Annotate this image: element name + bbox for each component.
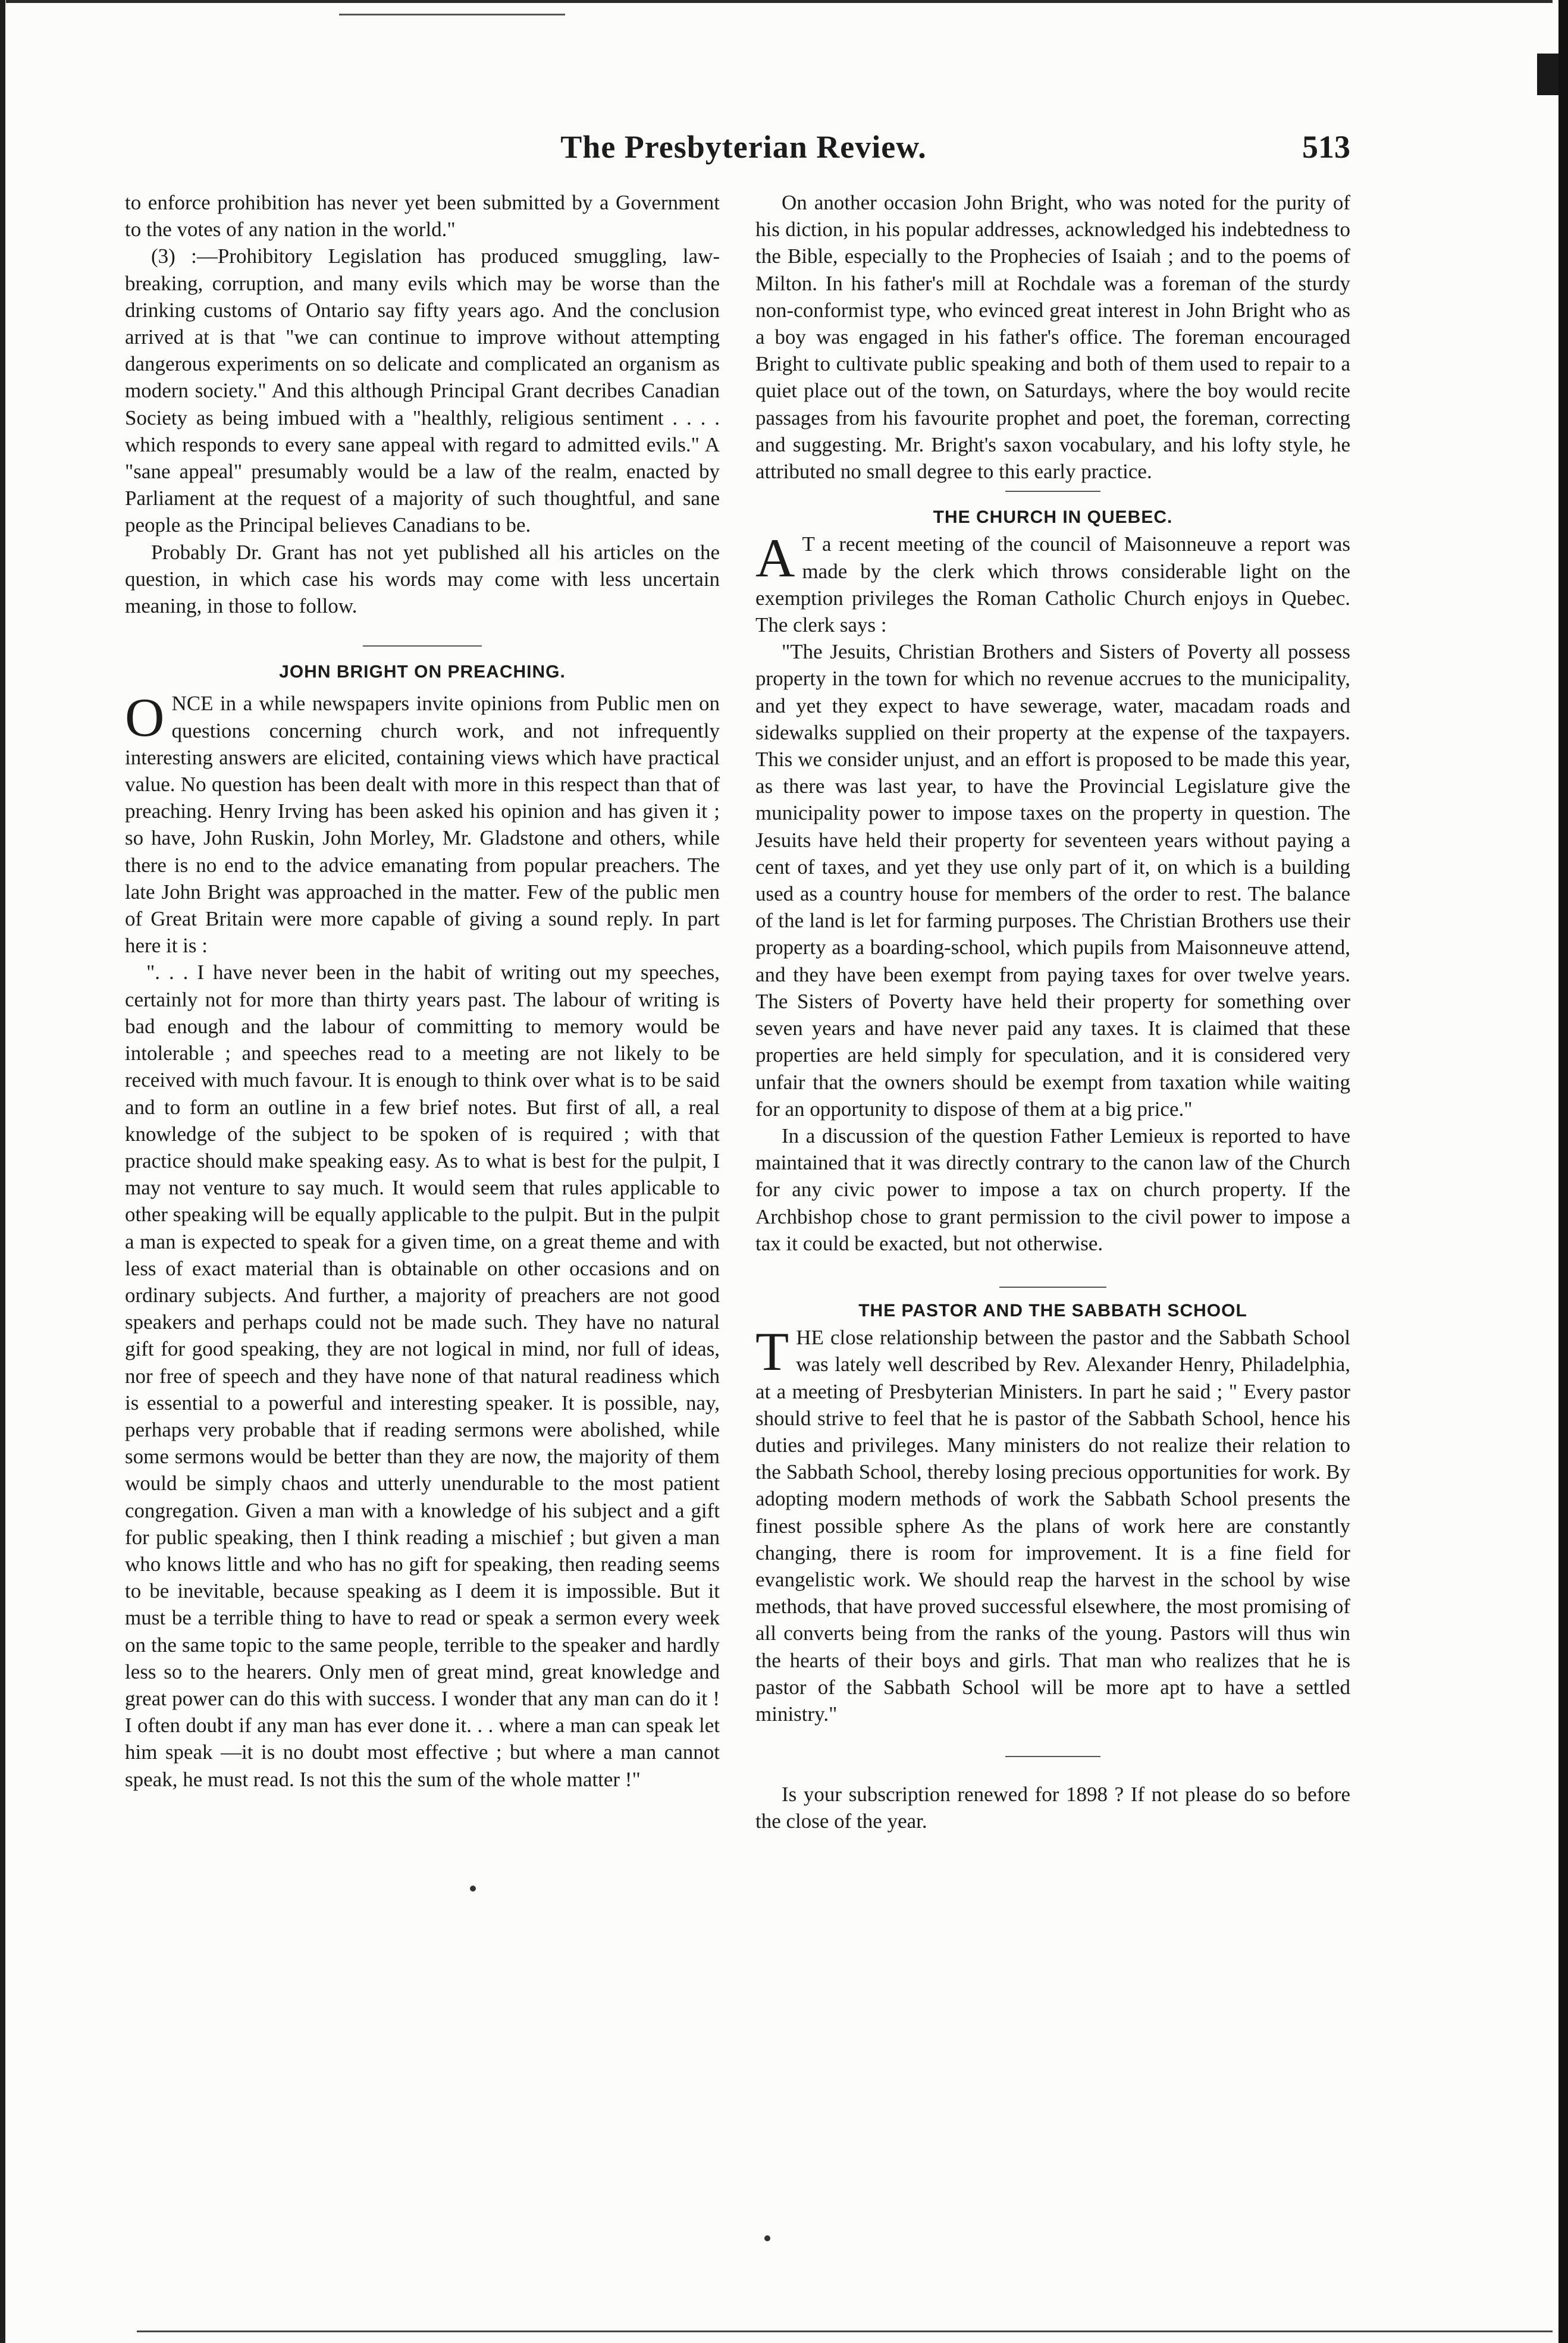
page-number: 513	[1302, 129, 1350, 165]
drop-cap: T	[755, 1321, 789, 1382]
paragraph: (3) :—Prohibitory Legislation has produced smuggling, law-breaking, corruption, and many evils which may be worse than the drinking customs of Ontario say fifty years ago. And the conclusion arrived at is that "we can continue to improve without attempting dangerous experiments on so delicate and complicated an organism as modern society." And this although Principal Grant decribes Canadian Society as being imbued with a "healthly, religious sentiment . . . . which responds to every sane appeal with regard to admitted evils." A "sane appeal" presumably would be a law of the realm, enacted by Parliament at the request of a majority of such thoughtful, and sane people as the Principal believes Canadians to be.	[125, 244, 720, 537]
article-heading: THE PASTOR AND THE SABBATH SCHOOL	[858, 1300, 1247, 1321]
stray-mark	[764, 2235, 770, 2241]
page-header	[137, 125, 1350, 172]
drop-cap: A	[755, 528, 795, 589]
quotation: "The Jesuits, Christian Brothers and Sisters of Poverty all possess property in the town for which no revenue accrues to the municipality, and yet they expect to have sewerage, water, macadam roads and sidewalks supplied on their property at the expense of the taxpayers. This we consider unjust, and an effort is proposed to be made this year, as there was last year, to have the Provincial Legislature give the municipality power to impose taxes on the property in question. The Jesuits have held their property for seventeen years without paying a cent of taxes, and yet they use only part of it, on which is a building used as a country house for members of the order to rest. The balance of the land is let for farming purposes. The Christian Brothers use their property as a boarding-school, which pupils from Maisonneuve attend, and they have been exempt from paying taxes for over twelve years. The Sisters of Poverty have held their property for something over seven years and have never paid any taxes. It is claimed that these properties are held simply for speculation, and it is considered very unfair that the owners should be exempt from taxation while waiting for an opportunity to dispose of them at a big price."	[755, 640, 1350, 1121]
scan-bottom-edge	[137, 2331, 1553, 2332]
scan-right-tab	[1537, 54, 1558, 95]
scan-top-edge	[6, 0, 1553, 20]
right-column	[755, 189, 1350, 1835]
scan-right-edge	[1558, 0, 1568, 2343]
paragraph: Probably Dr. Grant has not yet published all his articles on the question, in which case his words may come with less uncertain meaning, in those to follow.	[125, 540, 720, 618]
quotation: ". . . I have never been in the habit of writing out my speeches, certainly not for more than thirty years past. The labour of writing is bad enough and the labour of committing to memory would be intolerable ; and speeches read to a meeting are not likely to be received with much favour. It is enough to think over what is to be said and to form an outline in a few brief notes. But first of all, a real knowledge of the subject to be spoken of is required ; with that practice should make speaking easy. As to what is best for the pulpit, I may not venture to say much. It would seem that rules applicable to other speaking will be equally applicable to the pulpit. But in the pulpit a man is expected to speak for a given time, on a great theme and with less of exact material than is obtainable on other occasions and on ordinary subjects. And further, a majority of preachers are not good speakers and perhaps could not be made such. They have no natural gift for good speaking, they are not logical in mind, nor full of ideas, nor free of speech and they have none of that natural readiness which is essential to a powerful and interesting speaker. It is possible, nay, perhaps very probable that if reading sermons were abolished, while some sermons would be better than they are now, the majority of them would be simply chaos and utterly unendurable to the most patient congregation. Given a man with a knowledge of his subject and a gift for public speaking, then I think reading a mischief ; but given a man who knows little and who has no gift for speaking, then reading seems to be inevitable, because speaking as I deem it is impossible. But it must be a terrible thing to have to read or speak a sermon every week on the same topic to the same people, terrible to the speaker and hardly less so to the hearers. Only men of great mind, great knowledge and great power can do this with success. I wonder that any man can do it ! I often doubt if any man has ever done it. . . where a man can speak let him speak —it is no doubt most effective ; but where a man cannot speak, he must read. Is not this the sum of the whole matter !"	[125, 961, 720, 1791]
scan-smudge	[339, 7, 565, 15]
running-title: The Presbyterian Review.	[560, 129, 927, 165]
left-column	[125, 189, 720, 1793]
stray-mark	[470, 1886, 476, 1892]
paragraph	[755, 1321, 1350, 1727]
drop-cap: O	[125, 687, 165, 748]
scan-binding-edge	[0, 0, 13, 2343]
paragraph-text: HE close relationship between the pastor and the Sabbath School was lately well described by Rev. Alexander Henry, Philadelphia, at a meeting of Presbyterian Ministers. In part he said ; " Every pastor should strive to feel that he is pastor of the Sabbath School, hence his duties and privileges. Many ministers do not realize their relation to the Sabbath School, thereby losing precious opportunities for work. By adopting modern methods of work the Sabbath School presents the finest possible sphere As the plans of work here are constantly changing, there is room for improvement. It is a fine field for evangelistic work. We should reap the harvest in the school by wise methods, that have proved successful elsewhere, the most promising of all converts being from the ranks of the young. Pastors will thus win the hearts of their boys and girls. That man who realizes that he is pastor of the Sabbath School will be more apt to have a settled ministry."	[755, 1326, 1350, 1726]
paragraph	[125, 687, 720, 959]
paragraph: to enforce prohibition has never yet been submitted by a Government to the votes of any nation in the world."	[125, 191, 720, 241]
article-heading: JOHN BRIGHT ON PREACHING.	[279, 662, 566, 682]
paragraph: Is your subscription renewed for 1898 ? If not please do so before the close of the year.	[755, 1783, 1350, 1833]
paragraph-text: NCE in a while newspapers invite opinions from Public men on questions concerning church work, and not infrequently interesting answers are elicited, containing views which have practical value. No question has been dealt with more in this respect than that of preaching. Henry Irving has been asked his opinion and has given it ; so have, John Ruskin, John Morley, Mr. Gladstone and others, while there is no end to the advice emanating from popular preachers. The late John Bright was approached in the matter. Few of the public men of Great Britain were more capable of giving a sound reply. In part here it is :	[125, 692, 720, 958]
article-heading: THE CHURCH IN QUEBEC.	[933, 507, 1173, 528]
paragraph-text: T a recent meeting of the council of Maisonneuve a report was made by the clerk which throws considerable light on the exemption privileges the Roman Catholic Church enjoys in Quebec. The clerk says :	[755, 532, 1350, 637]
paragraph	[755, 528, 1350, 638]
paragraph: In a discussion of the question Father Lemieux is reported to have maintained that it was directly contrary to the canon law of the Church for any civic power to impose a tax on church property. If the Archbishop chose to grant permission to the civil power to impose a tax it could be exacted, but not otherwise.	[755, 1124, 1350, 1255]
paragraph: On another occasion John Bright, who was noted for the purity of his diction, in his popular addresses, acknowledged his indebtedness to the Bible, especially to the Prophecies of Isaiah ; and to the poems of Milton. In his father's mill at Rochdale was a foreman of the sturdy non-conformist type, who evinced great interest in John Bright who as a boy was engaged in his father's office. The foreman encouraged Bright to cultivate public speaking and both of them used to repair to a quiet place out of the town, on Saturdays, where the boy would recite passages from his favourite prophet and poet, the foreman, correcting and suggesting. Mr. Bright's saxon vocabulary, and his lofty style, he attributed no small degree to this early practice.	[755, 191, 1350, 484]
